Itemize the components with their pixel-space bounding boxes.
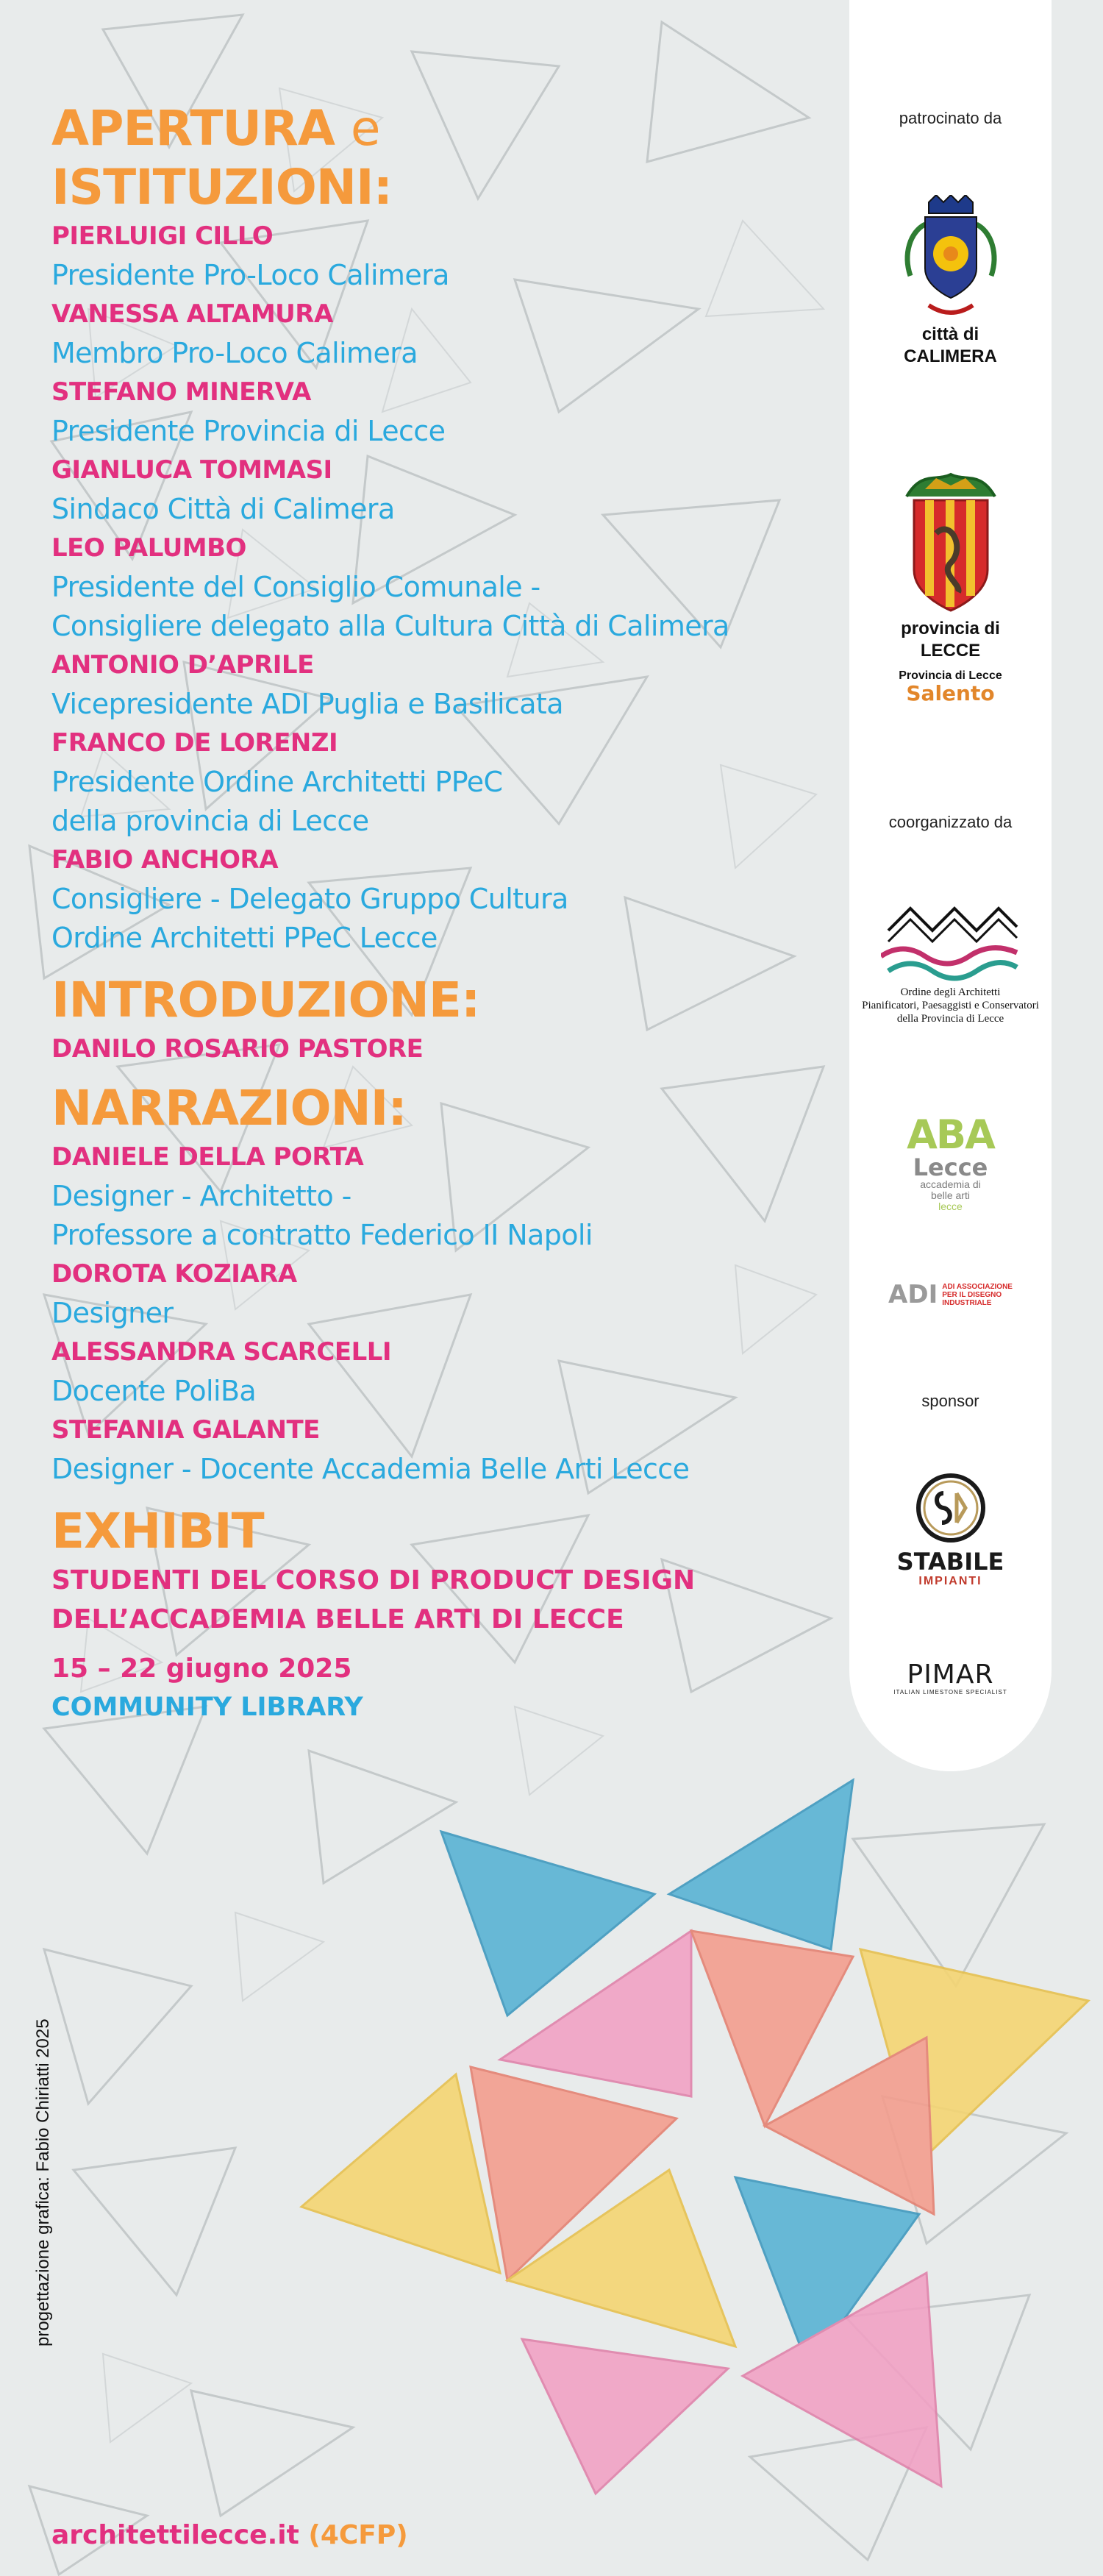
exhibit-dates: 15 – 22 giugno 2025	[51, 1654, 352, 1684]
speaker-role: Designer	[51, 1297, 174, 1329]
speaker-role: Consigliere - Delegato Gruppo Cultura	[51, 883, 568, 915]
site-url[interactable]: architettilecce.it	[51, 2520, 299, 2550]
istituzioni-heading: ISTITUZIONI:	[51, 159, 392, 216]
calimera-crest-icon	[896, 195, 1006, 320]
speaker-name: ANTONIO D’APRILE	[51, 650, 314, 680]
speaker-name: LEO PALUMBO	[51, 533, 246, 563]
speaker-name: GIANLUCA TOMMASI	[51, 455, 332, 485]
speaker-role: della provincia di Lecce	[51, 805, 369, 837]
lecce-crest-icon	[892, 467, 1010, 614]
speaker-role: Membro Pro-Loco Calimera	[51, 337, 418, 369]
speaker-name: DOROTA KOZIARA	[51, 1259, 297, 1289]
speaker-name: ALESSANDRA SCARCELLI	[51, 1337, 392, 1367]
cfp-credits: (4CFP)	[308, 2520, 408, 2550]
salento-logo: Salento	[906, 681, 995, 705]
speaker-name: DANIELE DELLA PORTA	[51, 1142, 364, 1172]
speaker-name: FRANCO DE LORENZI	[51, 728, 338, 758]
speaker-role: Designer - Docente Accademia Belle Arti Lecce	[51, 1453, 690, 1485]
stabile-impianti-logo: STABILE IMPIANTI	[849, 1471, 1052, 1588]
speaker-name: VANESSA ALTAMURA	[51, 299, 333, 329]
salento-caption: Provincia di Lecce	[899, 669, 1002, 682]
exhibit-heading: EXHIBIT	[51, 1503, 264, 1559]
program-content	[51, 99, 831, 1727]
speaker-role: Sindaco Città di Calimera	[51, 493, 395, 525]
exhibit-line: DELL’ACCADEMIA BELLE ARTI DI LECCE	[51, 1604, 624, 1634]
aba-lecce-logo: ABA Lecce accademia di belle arti lecce	[907, 1111, 994, 1212]
speaker-name: FABIO ANCHORA	[51, 845, 279, 875]
sponsor-panel	[849, 0, 1052, 1771]
speaker-role: Docente PoliBa	[51, 1375, 257, 1407]
speaker-role: Consigliere delegato alla Cultura Città di Calimera	[51, 610, 729, 642]
speaker-name: DANILO ROSARIO PASTORE	[51, 1034, 424, 1064]
adi-logo: ADI ADI ASSOCIAZIONE PER IL DISEGNO INDUSTRIALE	[888, 1280, 1013, 1309]
ordine-architetti-icon	[881, 901, 1021, 982]
ordine-architetti-logo: Ordine degli Architetti Pianificatori, Paesaggisti e Conservatori della Provincia di Lecce	[849, 901, 1052, 1025]
patrocinato-label: patrocinato da	[899, 109, 1002, 127]
exhibit-venue: COMMUNITY LIBRARY	[51, 1693, 363, 1722]
speaker-role: Presidente Provincia di Lecce	[51, 415, 446, 447]
speaker-name: PIERLUIGI CILLO	[51, 221, 274, 251]
speaker-role: Presidente del Consiglio Comunale -	[51, 571, 540, 603]
narrazioni-heading: NARRAZIONI:	[51, 1080, 407, 1136]
provincia-lecce-logo: provincia di LECCE Provincia di Lecce Salento	[849, 467, 1052, 705]
exhibit-line: STUDENTI DEL CORSO DI PRODUCT DESIGN	[51, 1565, 696, 1595]
speaker-name: STEFANO MINERVA	[51, 377, 311, 407]
speaker-role: Vicepresidente ADI Puglia e Basilicata	[51, 688, 563, 720]
coorganizzato-label: coorganizzato da	[888, 813, 1013, 831]
calimera-logo: città di CALIMERA	[849, 195, 1052, 368]
footer-link[interactable]	[51, 2520, 408, 2550]
speaker-role: Professore a contratto Federico II Napoli	[51, 1219, 593, 1251]
speaker-role: Designer - Architetto -	[51, 1180, 351, 1212]
speaker-role: Ordine Architetti PPeC Lecce	[51, 922, 438, 954]
stabile-monogram-icon	[914, 1471, 988, 1545]
pimar-logo: PIMAR ITALIAN LIMESTONE SPECIALIST	[893, 1659, 1007, 1696]
sponsor-label: sponsor	[921, 1392, 979, 1410]
speaker-name: STEFANIA GALANTE	[51, 1415, 320, 1445]
apertura-heading: APERTURA e	[51, 100, 380, 157]
speaker-role: Presidente Pro-Loco Calimera	[51, 259, 449, 291]
introduzione-heading: INTRODUZIONE:	[51, 972, 480, 1028]
design-credit: progettazione grafica: Fabio Chiriatti 2025	[33, 2018, 53, 2346]
triangle-star-artwork	[279, 1765, 1103, 2501]
speaker-role: Presidente Ordine Architetti PPeC	[51, 766, 503, 798]
